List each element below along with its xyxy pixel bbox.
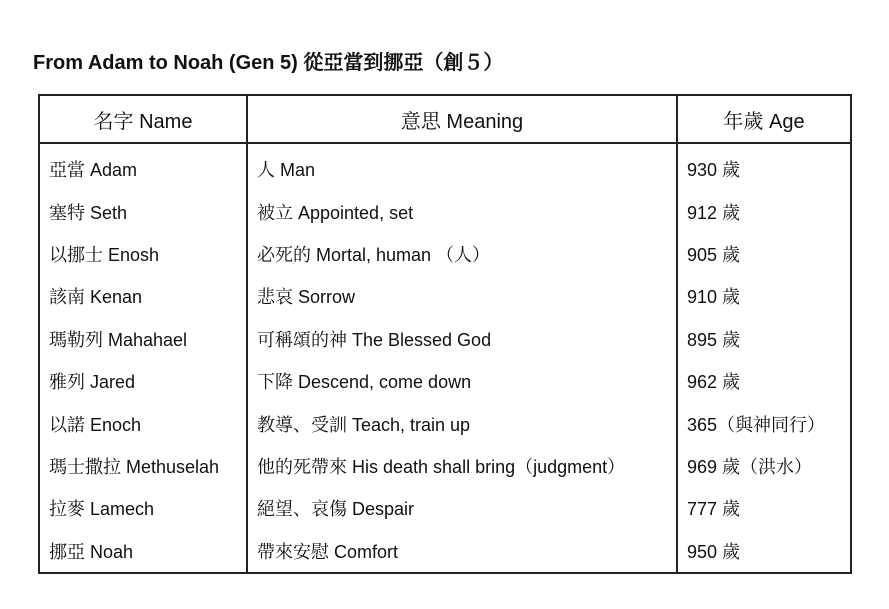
table-row xyxy=(39,233,851,275)
table-row xyxy=(39,445,851,487)
cell-age: 969 歲（洪水） xyxy=(677,445,851,487)
cell-meaning: 必死的 Mortal, human （人） xyxy=(247,233,677,275)
cell-age: 365（與神同行） xyxy=(677,402,851,444)
cell-name: 拉麥 Lamech xyxy=(39,487,247,529)
table-row xyxy=(39,530,851,573)
table-row xyxy=(39,143,851,190)
cell-name: 挪亞 Noah xyxy=(39,530,247,573)
cell-meaning: 被立 Appointed, set xyxy=(247,190,677,232)
table-row xyxy=(39,360,851,402)
cell-age: 912 歲 xyxy=(677,190,851,232)
genealogy-table xyxy=(38,94,852,574)
column-header-age: 年歲 Age xyxy=(677,95,851,143)
table-row xyxy=(39,275,851,317)
cell-meaning: 他的死帶來 His death shall bring（judgment） xyxy=(247,445,677,487)
cell-age: 950 歲 xyxy=(677,530,851,573)
cell-name: 雅列 Jared xyxy=(39,360,247,402)
cell-meaning: 下降 Descend, come down xyxy=(247,360,677,402)
cell-age: 910 歲 xyxy=(677,275,851,317)
cell-name: 以諾 Enoch xyxy=(39,402,247,444)
cell-age: 962 歲 xyxy=(677,360,851,402)
column-header-meaning: 意思 Meaning xyxy=(247,95,677,143)
cell-name: 瑪士撒拉 Methuselah xyxy=(39,445,247,487)
cell-name: 塞特 Seth xyxy=(39,190,247,232)
cell-meaning: 可稱頌的神 The Blessed God xyxy=(247,318,677,360)
cell-name: 亞當 Adam xyxy=(39,143,247,190)
cell-meaning: 帶來安慰 Comfort xyxy=(247,530,677,573)
cell-meaning: 人 Man xyxy=(247,143,677,190)
cell-name: 以挪士 Enosh xyxy=(39,233,247,275)
cell-name: 瑪勒列 Mahahael xyxy=(39,318,247,360)
page-title: From Adam to Noah (Gen 5) 從亞當到挪亞（創５） xyxy=(33,52,504,74)
table-row xyxy=(39,402,851,444)
cell-meaning: 教導、受訓 Teach, train up xyxy=(247,402,677,444)
table-row xyxy=(39,190,851,232)
table-row xyxy=(39,318,851,360)
cell-age: 895 歲 xyxy=(677,318,851,360)
cell-meaning: 絕望、哀傷 Despair xyxy=(247,487,677,529)
cell-age: 930 歲 xyxy=(677,143,851,190)
cell-meaning: 悲哀 Sorrow xyxy=(247,275,677,317)
table-row xyxy=(39,487,851,529)
cell-age: 905 歲 xyxy=(677,233,851,275)
cell-name: 該南 Kenan xyxy=(39,275,247,317)
table-header-row xyxy=(39,95,851,143)
cell-age: 777 歲 xyxy=(677,487,851,529)
column-header-name: 名字 Name xyxy=(39,95,247,143)
